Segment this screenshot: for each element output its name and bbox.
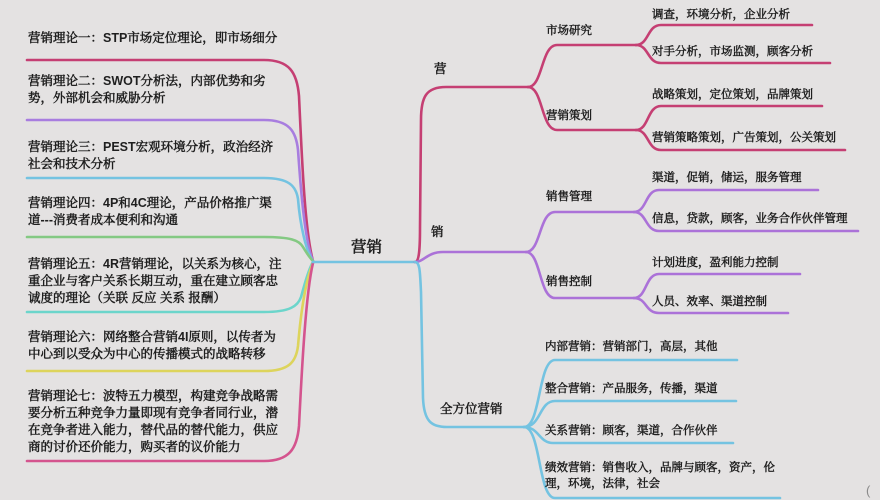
- connector-sales-management-leaf-1: [634, 190, 818, 212]
- connector-market-research-leaf-1: [636, 25, 812, 45]
- child-label-sales-control[interactable]: 销售控制: [546, 276, 592, 288]
- connector-branch-xiao: [415, 252, 526, 262]
- child-label-sales-management[interactable]: 销售管理: [546, 191, 592, 203]
- leaf-label-planning-1[interactable]: 战略策划，定位策划，品牌策划: [652, 89, 813, 101]
- theory-node-4[interactable]: 营销理论四：4P和4C理论，产品价格推广渠道---消费者成本便利和沟通: [28, 196, 272, 227]
- theory-node-6[interactable]: 营销理论六：网络整合营销4I原则，以传者为中心到以受众为中心的传播模式的战略转移: [28, 330, 276, 361]
- leaf-label-planning-2[interactable]: 营销策略策划，广告策划，公关策划: [652, 132, 836, 144]
- theory-node-5[interactable]: 营销理论五：4R营销理论，以关系为核心，注重企业与客户关系长期互动，重在建立顾客忠诚度的理论（关联 反应 关系 报酬）: [28, 257, 282, 305]
- theory-node-3[interactable]: 营销理论三：PEST宏观环境分析，政治经济社会和技术分析: [28, 140, 274, 171]
- theory-node-1[interactable]: 营销理论一：STP市场定位理论，即市场细分: [28, 31, 278, 45]
- branch-label-holistic[interactable]: 全方位营销: [440, 402, 503, 416]
- child-label-marketing-planning[interactable]: 营销策划: [546, 110, 592, 122]
- leaf-label-integrated-marketing[interactable]: 整合营销：产品服务，传播，渠道: [545, 383, 718, 395]
- connector-market-research: [528, 45, 636, 87]
- leaf-label-research-1[interactable]: 调查，环境分析，企业分析: [652, 9, 790, 21]
- leaf-label-control-2[interactable]: 人员、效率、渠道控制: [652, 296, 767, 308]
- connector-marketing-planning-leaf-1: [636, 106, 822, 130]
- leaf-label-management-1[interactable]: 渠道，促销，储运，服务管理: [652, 172, 802, 184]
- leaf-label-performance-marketing[interactable]: 绩效营销：销售收入，品牌与顾客，资产，伦理，环境，法律，社会: [545, 462, 775, 490]
- theory-node-7[interactable]: 营销理论七：波特五力模型，构建竞争战略需要分析五种竞争力量即现有竞争者同行业，潜在竞争者进入能力，替代品的替代能力，供应商的讨价还价能力，购买者的议价能力: [28, 389, 279, 454]
- leaf-label-internal-marketing[interactable]: 内部营销：营销部门，高层，其他: [545, 341, 718, 353]
- leaf-label-research-2[interactable]: 对手分析，市场监测，顾客分析: [652, 46, 813, 58]
- connector-sales-management: [526, 212, 634, 252]
- theory-node-2[interactable]: 营销理论二：SWOT分析法，内部优势和劣势，外部机会和威胁分析: [28, 74, 266, 105]
- watermark: (: [866, 483, 871, 498]
- center-topic[interactable]: 营销: [351, 239, 383, 256]
- leaf-label-management-2[interactable]: 信息，贷款，顾客，业务合作伙伴管理: [652, 213, 848, 225]
- child-label-market-research[interactable]: 市场研究: [546, 25, 592, 37]
- branch-label-xiao[interactable]: 销: [431, 225, 444, 239]
- leaf-label-relationship-marketing[interactable]: 关系营销：顾客，渠道，合作伙伴: [545, 425, 718, 437]
- branch-label-ying[interactable]: 营: [434, 62, 447, 76]
- leaf-label-control-1[interactable]: 计划进度，盈利能力控制: [652, 257, 779, 269]
